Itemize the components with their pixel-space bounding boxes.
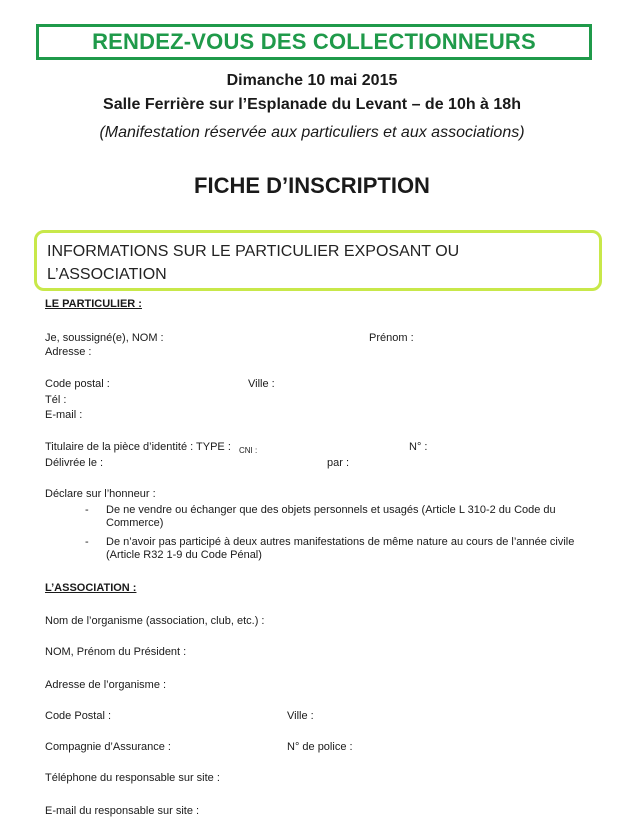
piece-type-value: CNI : [239,446,258,455]
dash-bullet-icon: - [85,536,89,548]
declaration-item: De ne vendre ou échanger que des objets personnels et usagés (Article L 310-2 du Code du [106,504,556,516]
numero-field-label[interactable]: N° : [409,441,428,453]
section-title-line2: L’ASSOCIATION [47,266,167,283]
organisme-field-label[interactable]: Nom de l’organisme (association, club, etc.) : [45,615,265,627]
telephone-responsable-field-label[interactable]: Téléphone du responsable sur site : [45,772,220,784]
adresse-field-label[interactable]: Adresse : [45,346,92,358]
event-title: RENDEZ-VOUS DES COLLECTIONNEURS [92,29,536,54]
delivree-field-label[interactable]: Délivrée le : [45,457,104,469]
police-field-label[interactable]: N° de police : [287,741,353,753]
event-date: Dimanche 10 mai 2015 [226,72,398,89]
declaration-item-continued: Commerce) [106,517,164,529]
tel-field-label[interactable]: Tél : [45,394,67,406]
association-code-postal-field-label[interactable]: Code Postal : [45,710,112,722]
president-field-label[interactable]: NOM, Prénom du Président : [45,646,187,658]
event-venue: Salle Ferrière sur l’Esplanade du Levant – de 10h à 18h [103,96,521,113]
declaration-item: De n’avoir pas participé à deux autres manifestations de même nature au cours de l’année civile [106,536,575,548]
par-field-label[interactable]: par : [327,457,350,469]
declaration-item-continued: (Article R32 1-9 du Code Pénal) [106,549,262,561]
association-ville-field-label[interactable]: Ville : [287,710,314,722]
section-title-line1: INFORMATIONS SUR LE PARTICULIER EXPOSANT OU [47,243,460,260]
piece-identite-field-label[interactable]: Titulaire de la pièce d’identité : TYPE : [45,441,231,453]
dash-bullet-icon: - [85,504,89,516]
nom-field-label[interactable]: Je, soussigné(e), NOM : [45,332,164,344]
prenom-field-label[interactable]: Prénom : [369,332,414,344]
email-responsable-field-label[interactable]: E-mail du responsable sur site : [45,805,200,817]
adresse-organisme-field-label[interactable]: Adresse de l’organisme : [45,679,167,691]
particulier-heading: LE PARTICULIER : [45,298,142,310]
assurance-field-label[interactable]: Compagnie d’Assurance : [45,741,171,753]
association-heading: L’ASSOCIATION : [45,582,137,594]
event-restriction: (Manifestation réservée aux particuliers et aux associations) [99,124,525,141]
section-header-box [34,230,602,291]
form-title: FICHE D’INSCRIPTION [194,173,430,198]
email-field-label[interactable]: E-mail : [45,409,83,421]
ville-field-label[interactable]: Ville : [248,378,275,390]
declaration-label: Déclare sur l’honneur : [45,488,156,500]
event-banner [36,24,592,60]
code-postal-field-label[interactable]: Code postal : [45,378,110,390]
